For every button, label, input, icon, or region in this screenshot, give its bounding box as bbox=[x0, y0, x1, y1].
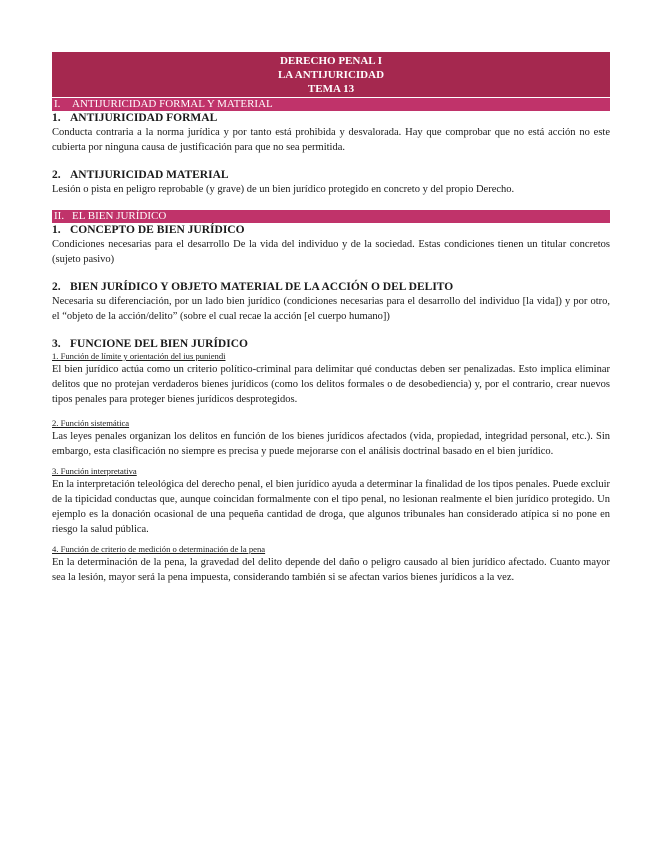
subheading-title: FUNCIONE DEL BIEN JURÍDICO bbox=[70, 338, 248, 350]
section-number: II. bbox=[54, 210, 65, 222]
paragraph-objeto: Necesaria su diferenciación, por un lado bien jurídico (condiciones necesarias para el desarrollo del individuo [la vida]) y por otro, el “objeto de la acción/delito” (sobre el cual recae la acción [el cuerpo humano]) bbox=[52, 296, 610, 322]
function-heading-3: 3. Función interpretativa bbox=[52, 466, 137, 476]
section-number: I. bbox=[54, 98, 61, 110]
function-heading-1: 1. Función de límite y orientación del ius puniendi bbox=[52, 351, 226, 361]
document-content bbox=[52, 52, 610, 585]
subheading-number: 1. bbox=[52, 224, 61, 236]
function-heading-4: 4. Función de criterio de medición o determinación de la pena bbox=[52, 544, 266, 554]
subheading-title: CONCEPTO DE BIEN JURÍDICO bbox=[70, 224, 245, 236]
subheading-funciones bbox=[52, 337, 610, 351]
title-line-2: LA ANTIJURICIDAD bbox=[277, 69, 385, 81]
subheading-formal bbox=[52, 111, 610, 125]
subheading-number: 2. bbox=[52, 281, 61, 293]
title-line-1: DERECHO PENAL I bbox=[279, 55, 383, 67]
section-heading-2 bbox=[52, 210, 610, 223]
function-paragraph-4: En la determinación de la pena, la gravedad del delito depende del daño o peligro causado al bien jurídico afectado. Cuanto mayor sea la lesión, mayor será la pena impuesta, considerando también si se afectan varios bienes jurídicos a la vez. bbox=[52, 557, 610, 583]
subheading-title: BIEN JURÍDICO Y OBJETO MATERIAL DE LA ACCIÓN O DEL DELITO bbox=[70, 281, 454, 293]
function-paragraph-3: En la interpretación teleológica del derecho penal, el bien jurídico ayuda a determinar la finalidad de los tipos penales. Puede excluir de la tipicidad conductas que, aunque coincidan formalmente con el tipo penal, no lesionan realmente el bien jurídico protegido. Un ejemplo es la donación ocasional de una pequeña cantidad de droga, que algunos tribunales han considerado atípica si no pone en riesgo la salud pública. bbox=[52, 479, 610, 535]
paragraph-material: Lesión o pista en peligro reprobable (y grave) de un bien jurídico protegido en concreto y del propio Derecho. bbox=[52, 184, 515, 195]
function-paragraph-2: Las leyes penales organizan los delitos en función de los bienes jurídicos afectados (vida, propiedad, integridad personal, etc.). Sin embargo, esta clasificación no siempre es precisa y puede mejorarse con el análisis doctrinal basado en el bien jurídico. bbox=[52, 431, 610, 457]
title-box bbox=[52, 52, 610, 98]
subheading-number: 1. bbox=[52, 112, 61, 124]
subheading-material bbox=[52, 168, 610, 182]
subheading-title: ANTIJURICIDAD FORMAL bbox=[70, 112, 218, 124]
section-heading-1 bbox=[52, 98, 610, 111]
section-title: EL BIEN JURÍDICO bbox=[72, 210, 167, 222]
function-heading-2: 2. Función sistemática bbox=[52, 418, 130, 428]
title-line-3: TEMA 13 bbox=[307, 83, 355, 95]
subheading-objeto bbox=[52, 280, 610, 294]
section-title: ANTIJURICIDAD FORMAL Y MATERIAL bbox=[72, 98, 273, 110]
subheading-number: 3. bbox=[52, 338, 61, 350]
function-paragraph-1: El bien jurídico actúa como un criterio político-criminal para delimitar qué conductas deben ser penalizadas. Esto implica eliminar delitos que no protejan verdaderos bienes jurídicos (como los delitos formales o de desobediencia) y, por el contrario, crear nuevos tipos penales para proteger bienes jurídicos desprotegidos. bbox=[52, 364, 610, 405]
paragraph-concepto: Condiciones necesarias para el desarrollo De la vida del individuo y de la sociedad. Estas condiciones tienen un titular concretos (sujeto pasivo) bbox=[52, 239, 610, 265]
subheading-title: ANTIJURICIDAD MATERIAL bbox=[70, 169, 229, 181]
subheading-number: 2. bbox=[52, 169, 61, 181]
paragraph-formal: Conducta contraria a la norma jurídica y por tanto está prohibida y desvalorada. Hay que comprobar que no está acción no este cubierta por ninguna causa de justificación para que no sea permitida. bbox=[52, 127, 610, 153]
subheading-concepto bbox=[52, 223, 610, 237]
